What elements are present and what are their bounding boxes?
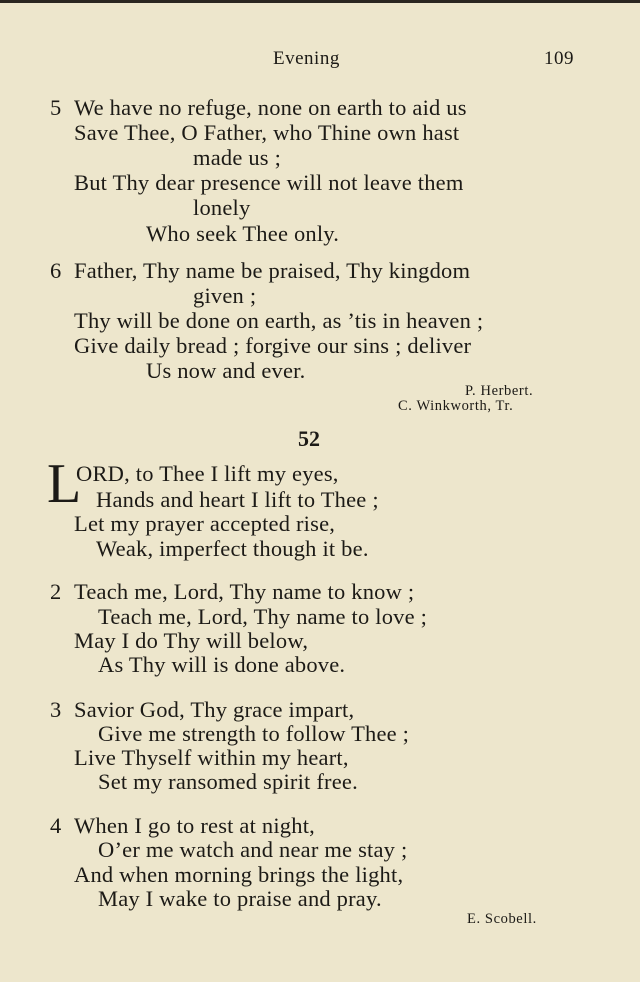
verse-line: given ; bbox=[193, 283, 257, 308]
stanza-number: 5 bbox=[50, 95, 62, 120]
stanza-number: 2 bbox=[50, 579, 62, 604]
verse-line: We have no refuge, none on earth to aid us bbox=[74, 95, 467, 120]
verse-line: May I do Thy will below, bbox=[74, 628, 309, 653]
verse-line: Live Thyself within my heart, bbox=[74, 745, 349, 770]
verse-line: Father, Thy name be praised, Thy kingdom bbox=[74, 258, 471, 283]
verse-line: Who seek Thee only. bbox=[146, 221, 340, 246]
stanza-number: 6 bbox=[50, 258, 62, 283]
stanza-number: 4 bbox=[50, 813, 62, 838]
verse-line: Thy will be done on earth, as ’tis in heaven ; bbox=[74, 308, 484, 333]
running-title: Evening bbox=[273, 48, 340, 69]
verse-line: Teach me, Lord, Thy name to love ; bbox=[98, 604, 428, 629]
verse-line: ORD, to Thee I lift my eyes, bbox=[76, 461, 339, 486]
verse-line: lonely bbox=[193, 195, 251, 220]
verse-line: Save Thee, O Father, who Thine own hast bbox=[74, 120, 460, 145]
hymn-number: 52 bbox=[298, 426, 320, 451]
verse-line: Us now and ever. bbox=[146, 358, 306, 383]
verse-line: made us ; bbox=[193, 145, 282, 170]
verse-line: Savior God, Thy grace impart, bbox=[74, 697, 355, 722]
verse-line: When I go to rest at night, bbox=[74, 813, 315, 838]
verse-line: But Thy dear presence will not leave them bbox=[74, 170, 464, 195]
verse-line: And when morning brings the light, bbox=[74, 862, 404, 887]
verse-line: May I wake to praise and pray. bbox=[98, 886, 382, 911]
verse-line: Set my ransomed spirit free. bbox=[98, 769, 358, 794]
page-number: 109 bbox=[544, 48, 574, 69]
author-attribution: P. Herbert. bbox=[465, 383, 534, 399]
drop-cap: L bbox=[47, 453, 82, 515]
verse-line: O’er me watch and near me stay ; bbox=[98, 837, 408, 862]
author-attribution: E. Scobell. bbox=[467, 911, 537, 927]
verse-line: As Thy will is done above. bbox=[98, 652, 346, 677]
stanza-number: 3 bbox=[50, 697, 62, 722]
verse-line: Give me strength to follow Thee ; bbox=[98, 721, 410, 746]
verse-line: Teach me, Lord, Thy name to know ; bbox=[74, 579, 415, 604]
verse-line: Give daily bread ; forgive our sins ; deliver bbox=[74, 333, 472, 358]
translator-attribution: C. Winkworth, Tr. bbox=[398, 398, 514, 414]
verse-line: Hands and heart I lift to Thee ; bbox=[96, 487, 379, 512]
verse-line: Weak, imperfect though it be. bbox=[96, 536, 369, 561]
verse-line: Let my prayer accepted rise, bbox=[74, 511, 336, 536]
top-edge-rule bbox=[0, 0, 640, 3]
